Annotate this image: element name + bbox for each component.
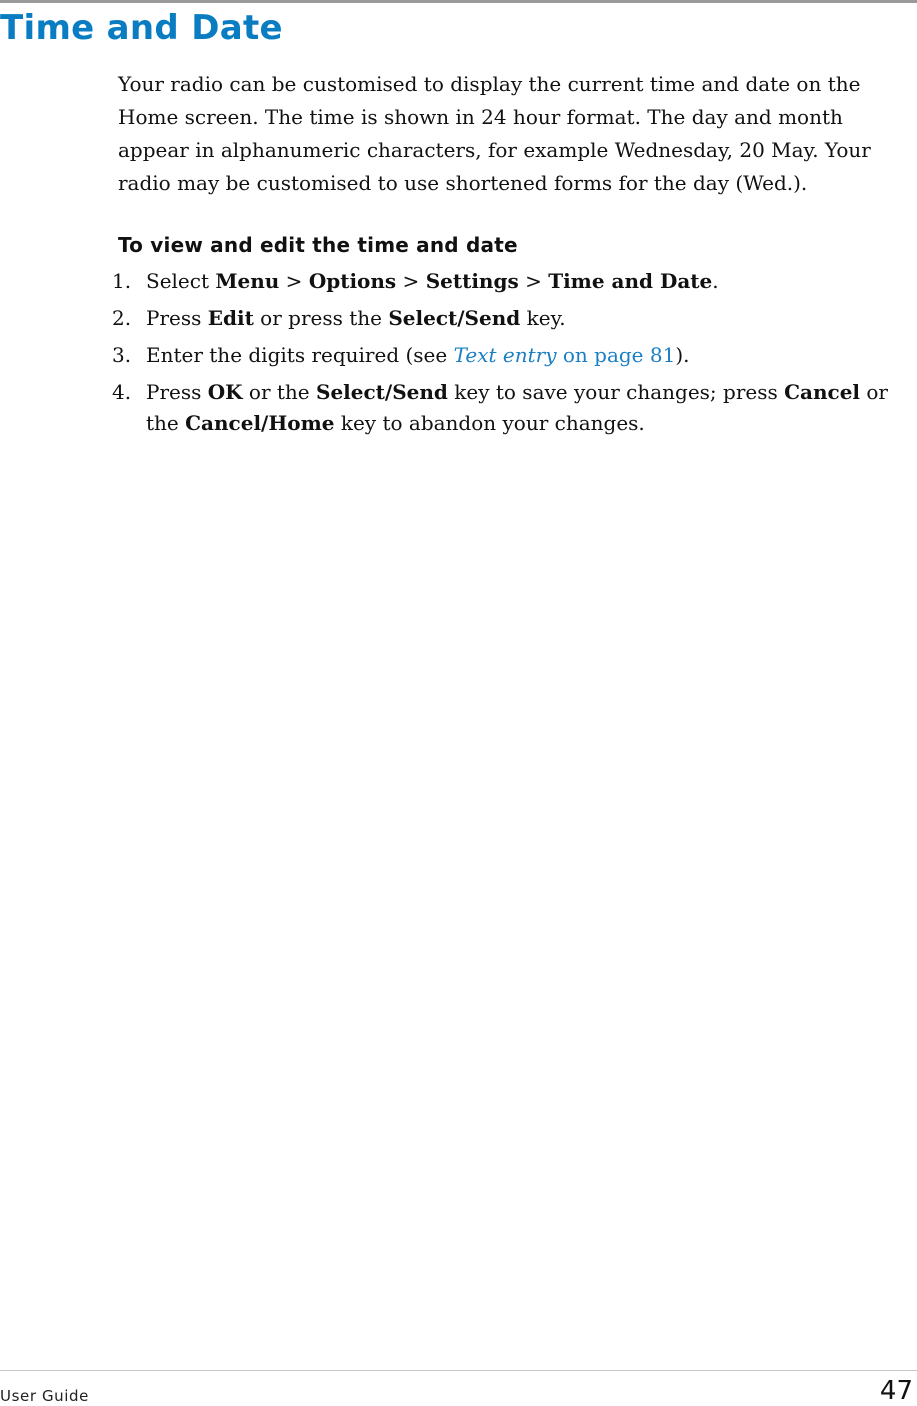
options-label: Options: [308, 269, 397, 293]
section-title: Time and Date: [0, 8, 283, 48]
ok-label: OK: [207, 380, 243, 404]
top-rule: [0, 0, 917, 3]
text-entry-link[interactable]: Text entry: [453, 343, 557, 367]
edit-label: Edit: [207, 306, 254, 330]
settings-label: Settings: [425, 269, 519, 293]
page-reference-link[interactable]: on page 81: [556, 343, 676, 367]
step-text: key.: [520, 306, 566, 330]
step-text: or the: [242, 380, 316, 404]
step-text: key to abandon your changes.: [334, 411, 645, 435]
step-separator: >: [396, 269, 426, 293]
step-number: 4.: [112, 380, 132, 404]
page-number: 47: [879, 1376, 913, 1406]
footer-label: User Guide: [0, 1387, 90, 1405]
step-3: [112, 340, 912, 371]
step-1: [112, 266, 912, 297]
step-4: [112, 377, 912, 439]
step-text: key to save your changes; press: [447, 380, 785, 404]
select-send-key-label: Select/Send: [316, 380, 448, 404]
time-and-date-label: Time and Date: [548, 269, 713, 293]
procedure-steps: [112, 266, 912, 445]
procedure-heading: To view and edit the time and date: [118, 233, 518, 257]
step-text: Enter the digits required (see: [146, 343, 454, 367]
step-2: [112, 303, 912, 334]
intro-paragraph: Your radio can be customised to display the current time and date on the Home screen. The time is shown in 24 hour format. The day and month appear in alphanumeric characters, for example Wednesday, 20 May. Your radio may be customised to use shortened forms for the day (Wed.).: [118, 72, 871, 195]
step-separator: >: [518, 269, 549, 293]
step-number: 1.: [112, 269, 132, 293]
step-text: or press the: [253, 306, 389, 330]
step-text: ).: [675, 343, 690, 367]
footer-rule: [0, 1370, 917, 1371]
step-text: Select: [146, 269, 216, 293]
step-text: Press: [146, 306, 208, 330]
step-separator: >: [279, 269, 309, 293]
step-number: 2.: [112, 306, 132, 330]
step-text: .: [712, 269, 719, 293]
step-text: Press: [146, 380, 208, 404]
step-number: 3.: [112, 343, 132, 367]
select-send-key-label: Select/Send: [388, 306, 521, 330]
step-text: or the: [146, 380, 888, 435]
cancel-label: Cancel: [784, 380, 861, 404]
cancel-home-key-label: Cancel/Home: [185, 411, 335, 435]
menu-label: Menu: [215, 269, 280, 293]
